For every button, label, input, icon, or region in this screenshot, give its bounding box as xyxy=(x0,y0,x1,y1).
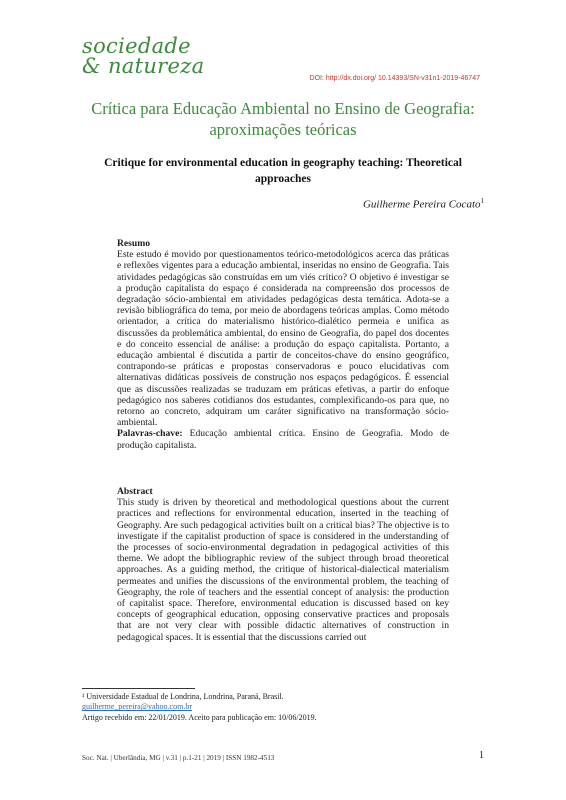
doi-link[interactable]: DOI: http://dx.doi.org/ 10.14393/SN-v31n1-2019-46747 xyxy=(309,75,480,82)
footnote-affiliation: ¹ Universidade Estadual de Londrina, Londrina, Paraná, Brasil. xyxy=(82,692,284,701)
journal-logo xyxy=(82,36,204,76)
resumo-heading: Resumo xyxy=(117,238,151,249)
footnote-dates: Artigo recebido em: 22/01/2019. Aceito para publicação em: 10/06/2019. xyxy=(82,712,317,722)
footnotes xyxy=(82,692,317,723)
title-english: Critique for environmental education in geography teaching: Theoretical approaches xyxy=(104,157,462,185)
keywords-text: Educação ambiental crítica. Ensino de Geografia. Modo de produção capitalista. xyxy=(117,428,449,451)
logo-line-2: & natureza xyxy=(82,54,205,78)
author-footnote-mark[interactable]: 1 xyxy=(480,197,484,205)
author-line xyxy=(363,197,484,211)
keywords-label: Palavras-chave: xyxy=(117,428,183,440)
author-name: Guilherme Pereira Cocato xyxy=(362,198,481,211)
footnote-divider xyxy=(82,688,195,689)
logo-line-1: sociedade xyxy=(82,34,191,58)
page-footer-citation: Soc. Nat. | Uberlândia, MG | v.31 | p.1-21 | 2019 | ISSN 1982-4513 xyxy=(82,754,275,762)
abstract-heading: Abstract xyxy=(117,486,153,497)
title-portuguese: Crítica para Educação Ambiental no Ensino de Geografia: aproximações teóricas xyxy=(91,99,475,139)
abstract-text: This study is driven by theoretical and methodological questions about the current practices and reflections for environmental education, inserted in the teaching of Geography. Are such pedagogical activities built on a critical bias? The objective is to investigate if the capitalist production of space is considered in the understanding of the processes of socio-environmental degradation in pedagogical activities of this theme. We adopt the bibliographic review of the subject through broad theoretical approaches. As a guiding method, the critique of historical-dialectical materialism permeates and unifies the discussions of the environmental problem, the teaching of Geography, the role of teachers and the essential concept of analysis: the production of capitalist space. Therefore, environmental education is discussed based on key concepts of geographical education, opposing conservative practices and proposals that are not very clear with possible didactic alternatives of construction in pedagogical spaces. It is essential that the discussions carried out xyxy=(117,497,449,643)
author-email-link[interactable]: guilherme_pereira@yahoo.com.br xyxy=(82,702,192,712)
resumo-section xyxy=(117,238,449,451)
resumo-text: Este estudo é movido por questionamentos teórico-metodológicos acerca das práticas e reflexões vigentes para a educação ambiental, inseridas no ensino de Geografia. Tais atividades pedagógicas são construídas em um viés crítico? O objetivo é investigar se a produção capitalista do espaço é considerada na compreensão dos processos de degradação sócio-ambiental em atividades pedagógicas desta temática. Adota-se a revisão bibliográfica do tema, por meio de abordagens teóricas amplas. Como método orientador, a crítica do materialismo histórico-dialético permeia e unifica as discussões da problemática ambiental, do ensino de Geografia, do papel dos docentes e do conceito essencial de análise: a produção do espaço capitalista. Portanto, a educação ambiental é discutida a partir de conceitos-chave do ensino geográfico, contrapondo-se práticas e propostas conservadoras e pouco elucidativas com alternativas didáticas possíveis de construção nos espaços pedagógicos. É essencial que as discussões realizadas se traduzam em práticas efetivas, a partir do enfoque pedagógico nos saberes cotidianos dos estudantes, complexificando-os para que, no retorno ao concreto, adquiram um caráter significativo na transformação sócio-ambiental. xyxy=(117,249,449,429)
keywords-pt xyxy=(117,428,449,450)
page-number: 1 xyxy=(479,750,484,761)
abstract-section xyxy=(117,486,449,643)
